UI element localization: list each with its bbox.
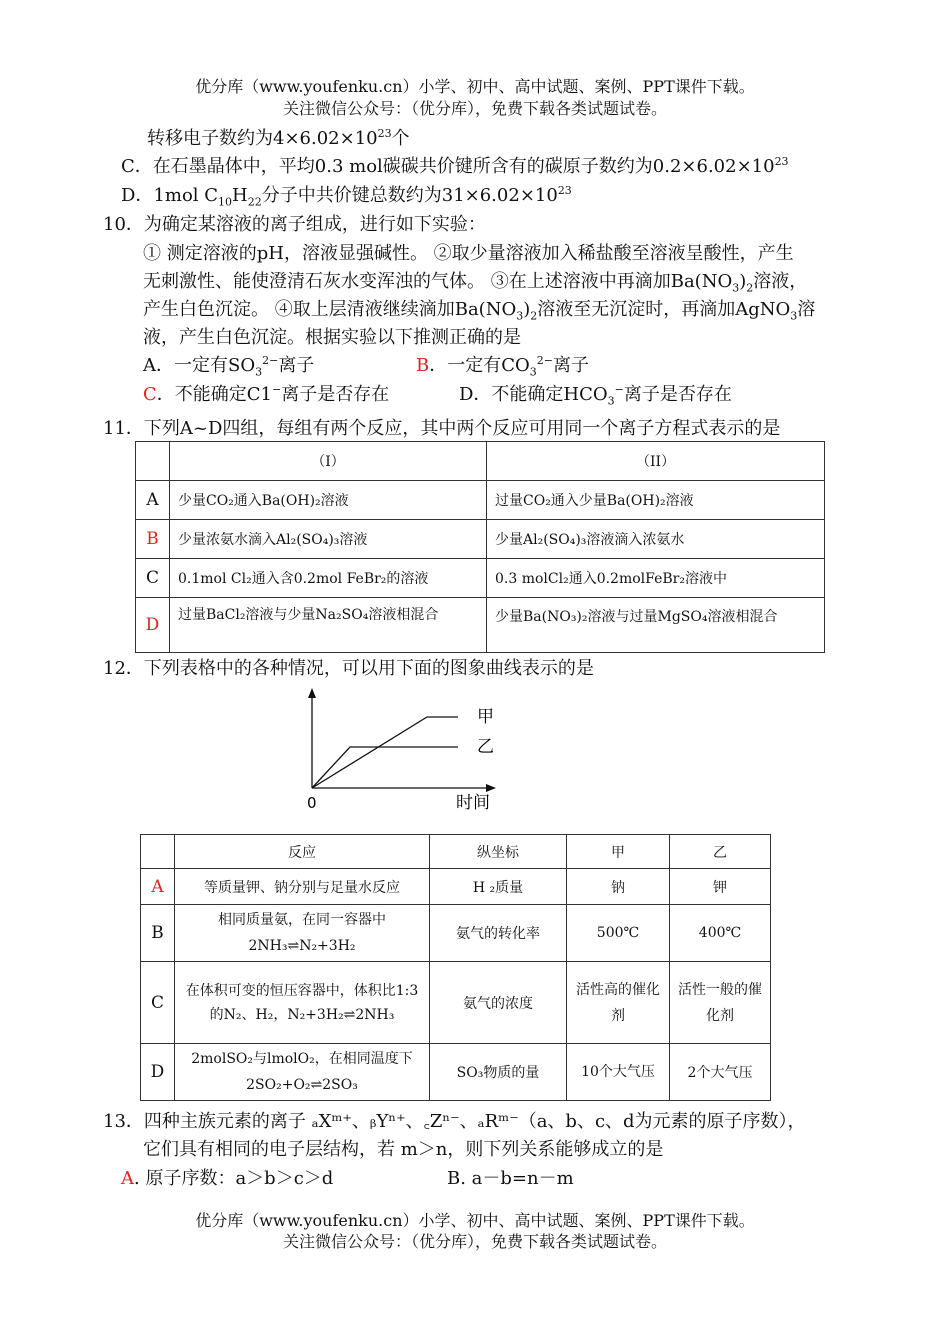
q10-line-1: ① 测定溶液的pH，溶液显强碱性。 ②取少量溶液加入稀盐酸至溶液呈酸性，产生 [143, 243, 794, 264]
q10-line-4: 液，产生白色沉淀。根据实验以下推测正确的是 [143, 327, 521, 348]
table-cell: 少量CO₂通入Ba(OH)₂溶液 [170, 481, 487, 520]
table-row [136, 598, 825, 653]
q10-option-a: A．一定有$SO_3^{2-}$离子 [143, 354, 315, 379]
table-row [141, 869, 771, 905]
table-header: （I） [170, 442, 487, 481]
q13-option-b: B. a－b=n－m [447, 1168, 574, 1189]
curve-yi [312, 747, 458, 788]
table-cell: 400℃ [670, 905, 771, 962]
table-cell: 10个大气压 [567, 1044, 670, 1101]
q9-option-c: C．在石墨晶体中，平均0.3 mol碳碳共价键所含有的碳原子数约为$0.2\times 6.02\times 10^{23}$ [121, 155, 789, 177]
table-cell: 0.3 molCl₂通入0.2molFeBr₂溶液中 [487, 559, 825, 598]
table-cell: 0.1mol Cl₂通入含0.2mol FeBr₂的溶液 [170, 559, 487, 598]
q10-line-2: 无刺激性、能使澄清石灰水变浑浊的气体。 ③在上述溶液中再滴加$Ba(NO_3)_2$溶液， [143, 271, 808, 295]
table-cell: 活性一般的催化剂 [670, 962, 771, 1044]
table-cell: 在体积可变的恒压容器中，体积比1:3的N₂、H₂，N₂+3H₂⇌2NH₃ [175, 962, 430, 1044]
q12-stem: 12．下列表格中的各种情况，可以用下面的图象曲线表示的是 [103, 658, 594, 679]
header-line-1: 优分库（www.youfenku.cn）小学、初中、高中试题、案例、PPT课件下载。 [195, 77, 755, 96]
table-cell [141, 835, 175, 869]
table-cell: 等质量钾、钠分别与足量水反应 [175, 869, 430, 905]
row-label: D [141, 1044, 175, 1101]
q13-option-a: A. 原子序数：a＞b＞c＞d [121, 1168, 334, 1189]
table-cell: 500℃ [567, 905, 670, 962]
table-cell: 少量浓氨水滴入Al₂(SO₄)₃溶液 [170, 520, 487, 559]
curve-jia [312, 717, 458, 788]
q11-table [135, 441, 825, 653]
row-label: B [136, 520, 170, 559]
table-row [141, 835, 771, 869]
footer-line-1: 优分库（www.youfenku.cn）小学、初中、高中试题、案例、PPT课件下载。 [195, 1211, 755, 1230]
q10-stem: 10．为确定某溶液的离子组成，进行如下实验： [103, 214, 486, 235]
table-row [136, 559, 825, 598]
row-label: A [136, 481, 170, 520]
y-axis-arrow [308, 688, 316, 698]
table-header: 纵坐标 [430, 835, 567, 869]
curve-jia-label: 甲 [477, 707, 494, 727]
footer-line-2: 关注微信公众号：（优分库），免费下载各类试题试卷。 [282, 1232, 667, 1251]
table-cell: 2个大气压 [670, 1044, 771, 1101]
x-axis-label: 时间 [456, 793, 490, 812]
table-cell: 过量CO₂通入少量Ba(OH)₂溶液 [487, 481, 825, 520]
table-cell [136, 442, 170, 481]
table-header: 反应 [175, 835, 430, 869]
row-label: A [141, 869, 175, 905]
row-label: C [141, 962, 175, 1044]
row-label: B [141, 905, 175, 962]
table-cell: 钠 [567, 869, 670, 905]
q10-option-d: D．不能确定$HCO_3^-$离子是否存在 [459, 383, 732, 408]
table-cell: 活性高的催化剂 [567, 962, 670, 1044]
table-cell: 相同质量氨，在同一容器中 2NH₃⇌N₂+3H₂ [175, 905, 430, 962]
table-header: （II） [487, 442, 825, 481]
table-header: 乙 [670, 835, 771, 869]
origin-label: 0 [307, 794, 317, 812]
q12-graph [290, 686, 520, 812]
table-row [141, 962, 771, 1044]
q10-line-3: 产生白色沉淀。 ④取上层清液继续滴加$Ba(NO_3)_2$溶液至无沉淀时，再滴加AgNO$_3$溶 [143, 299, 816, 323]
table-row [136, 520, 825, 559]
table-row [141, 905, 771, 962]
table-cell: 钾 [670, 869, 771, 905]
q13-line-2: 它们具有相同的电子层结构，若 m＞n，则下列关系能够成立的是 [143, 1139, 664, 1160]
table-cell: 少量Al₂(SO₄)₃溶液滴入浓氨水 [487, 520, 825, 559]
table-cell: 2molSO₂与lmolO₂，在相同温度下2SO₂+O₂⇌2SO₃ [175, 1044, 430, 1101]
table-cell: 过量BaCl₂溶液与少量Na₂SO₄溶液相混合 [170, 598, 487, 653]
table-row [136, 481, 825, 520]
curve-yi-label: 乙 [477, 737, 494, 757]
q13-stem: 13．四种主族元素的离子 ₐXᵐ⁺、ᵦYⁿ⁺、꜀Zⁿ⁻、ₐRᵐ⁻（a、b、c、d为元素的原子序数）， [103, 1111, 806, 1132]
q9-option-d: D．1mol $C_{10}H_{22}$分子中共价键总数约为$31\times 6.02\times 10^{23}$ [121, 184, 572, 209]
q9-continuation: 转移电子数约为$4\times 6.02\times 10^{23}$个 [147, 127, 410, 149]
row-label: D [136, 598, 170, 653]
table-cell: 少量Ba(NO₃)₂溶液与过量MgSO₄溶液相混合 [487, 598, 825, 653]
q10-option-c: C．不能确定C1−离子是否存在 [143, 383, 390, 405]
table-row [136, 442, 825, 481]
table-header: 甲 [567, 835, 670, 869]
table-cell: 氨气的转化率 [430, 905, 567, 962]
header-line-2: 关注微信公众号：（优分库），免费下载各类试题试卷。 [282, 99, 667, 118]
table-cell: 氨气的浓度 [430, 962, 567, 1044]
table-row [141, 1044, 771, 1101]
table-cell: SO₃物质的量 [430, 1044, 567, 1101]
q10-option-b: B．一定有$CO_3^{2-}$离子 [416, 354, 589, 379]
q12-table [140, 834, 771, 1101]
q11-stem: 11．下列A~D四组，每组有两个反应，其中两个反应可用同一个离子方程式表示的是 [103, 418, 781, 439]
row-label: C [136, 559, 170, 598]
x-axis-arrow [486, 784, 496, 792]
table-cell: H ₂质量 [430, 869, 567, 905]
